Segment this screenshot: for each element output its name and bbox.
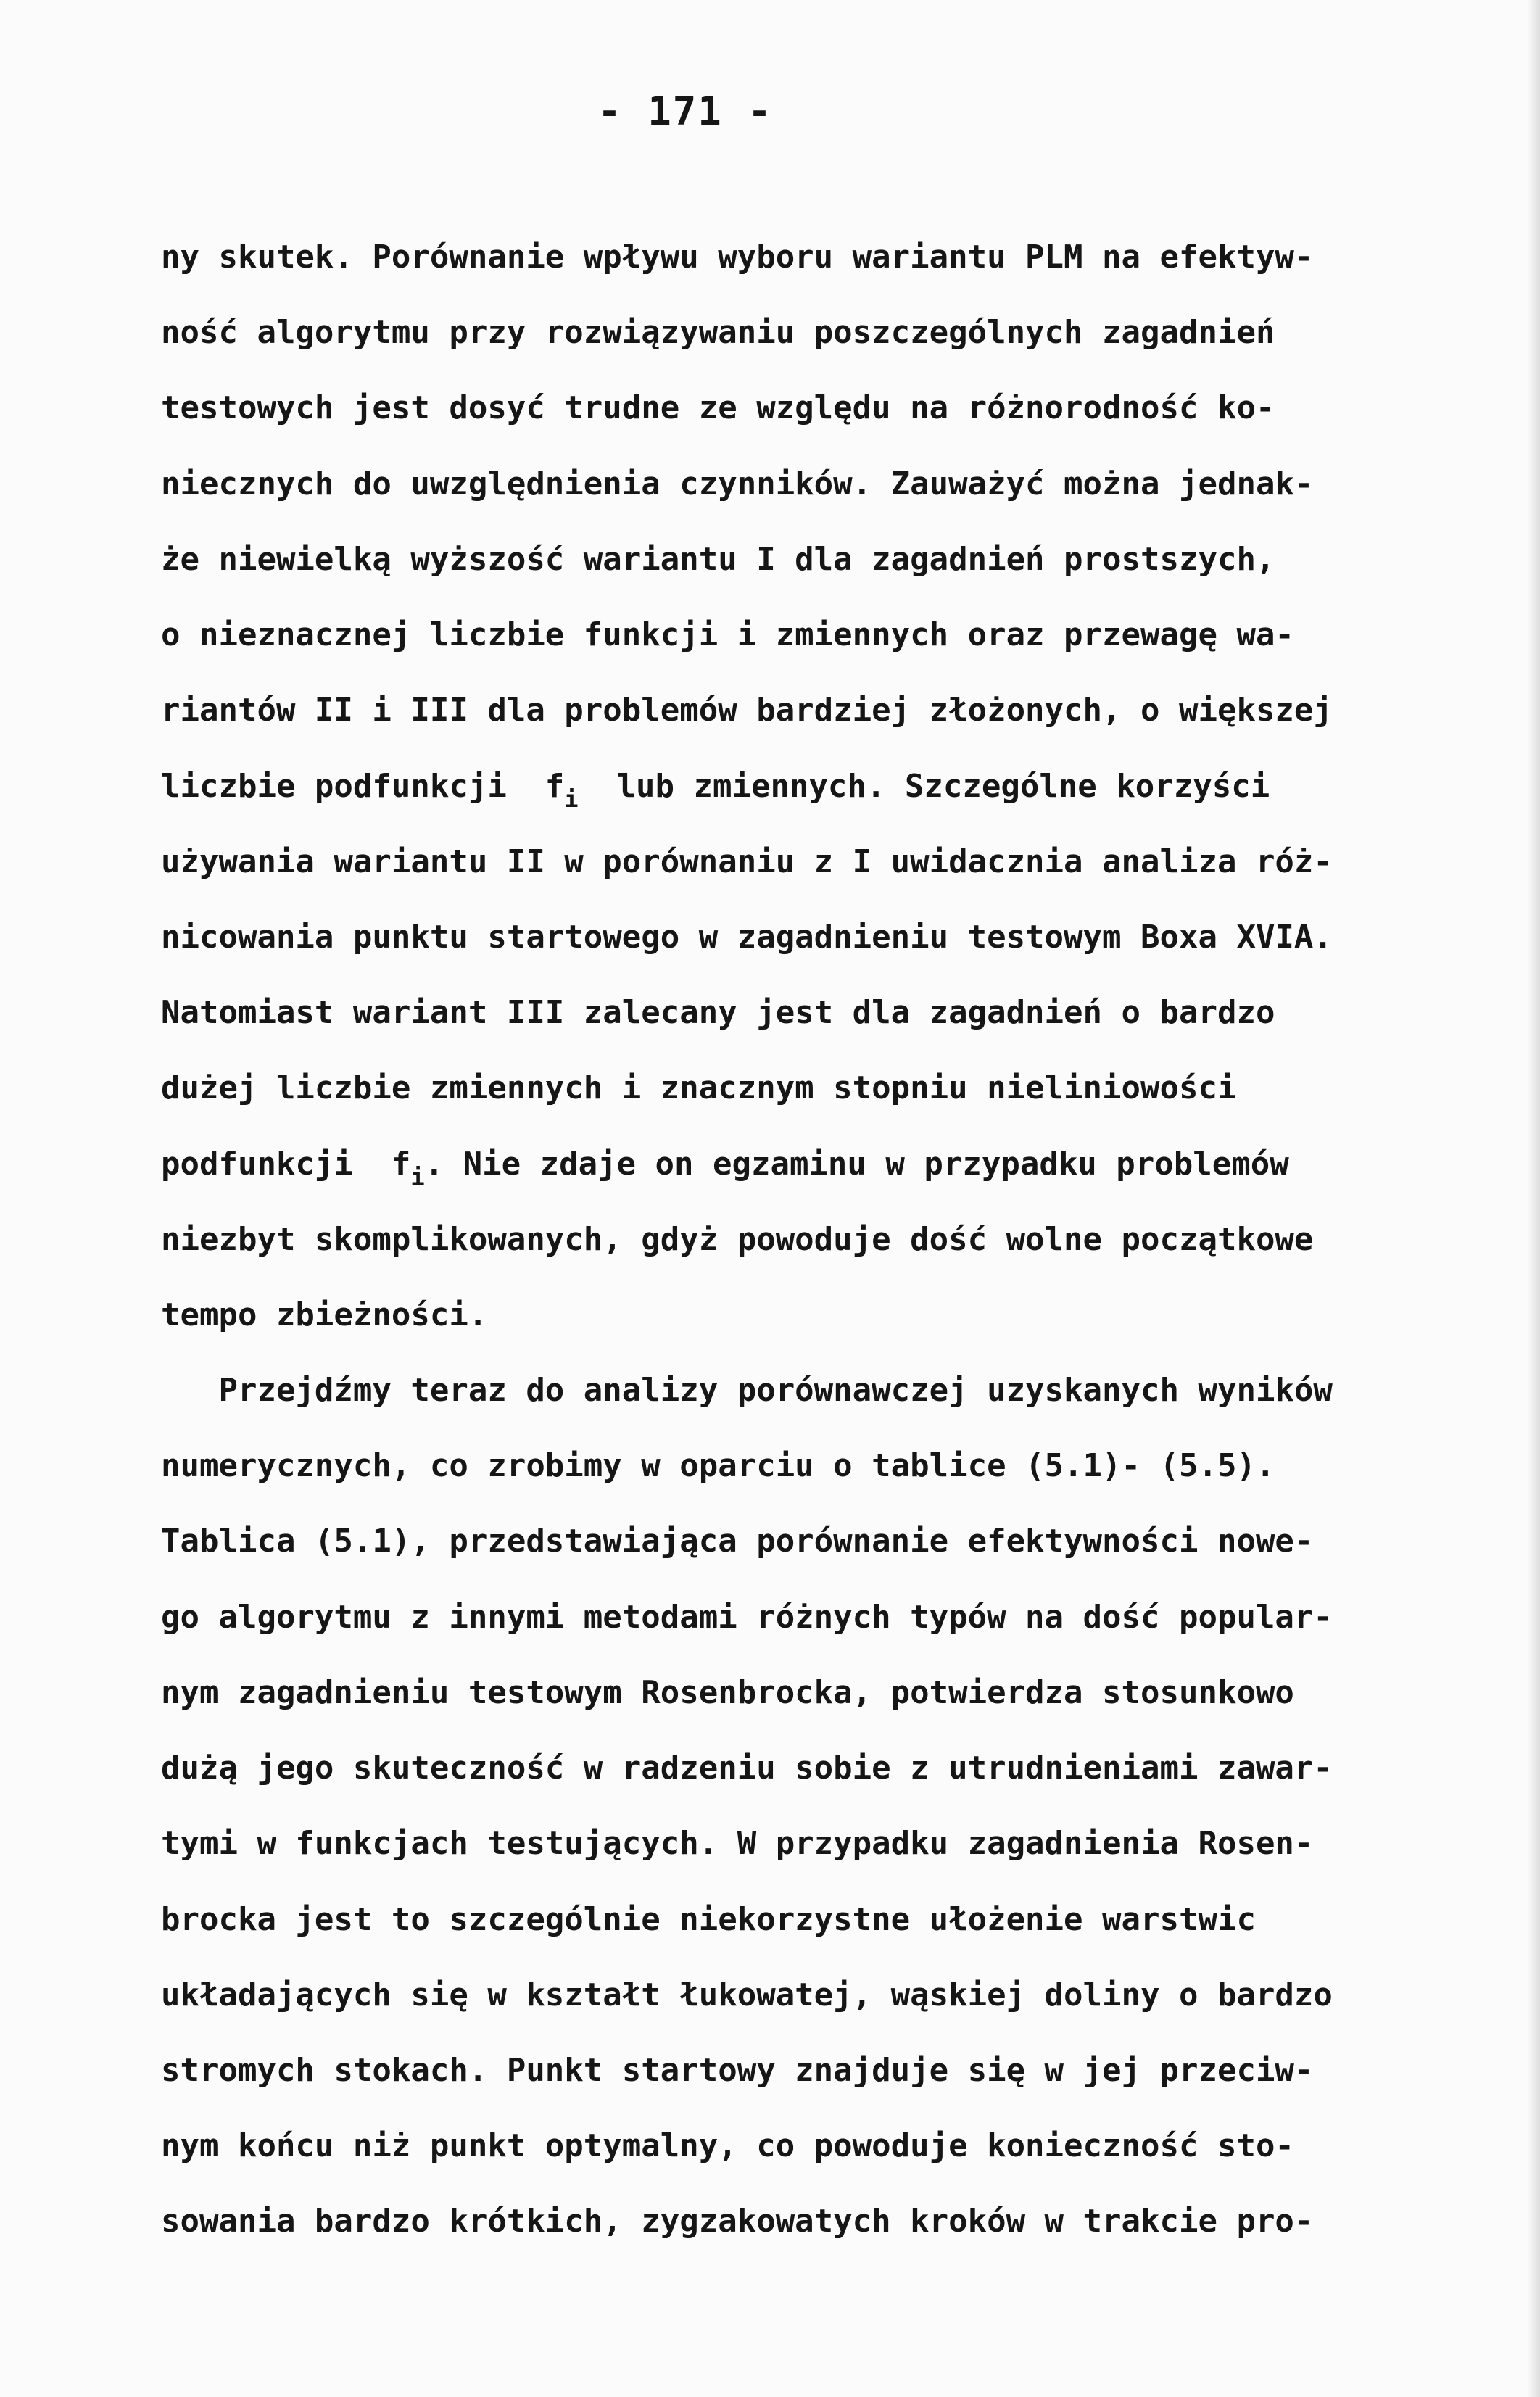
- text-line: numerycznych, co zrobimy w oparciu o tablice (5.1)- (5.5).: [161, 1447, 1275, 1484]
- subscript-i: i: [564, 785, 579, 813]
- text-line: układających się w kształt łukowatej, wąskiej doliny o bardzo: [161, 1976, 1333, 2013]
- text-line: dużą jego skuteczność w radzeniu sobie z utrudnieniami zawar-: [161, 1750, 1333, 1787]
- text-line-with-subscript: [161, 768, 1270, 813]
- text-line: nym zagadnieniu testowym Rosenbrocka, potwierdza stosunkowo: [161, 1674, 1294, 1711]
- text-segment: lub zmiennych. Szczególne korzyści: [578, 768, 1270, 805]
- text-line: dużej liczbie zmiennych i znacznym stopniu nieliniowości: [161, 1069, 1237, 1106]
- text-line: ny skutek. Porównanie wpływu wyboru wariantu PLM na efektyw-: [161, 239, 1314, 276]
- text-segment: liczbie podfunkcji f: [161, 768, 565, 805]
- text-line: ność algorytmu przy rozwiązywaniu poszczególnych zagadnień: [161, 314, 1275, 351]
- text-line: używania wariantu II w porównaniu z I uwidacznia analiza róż-: [161, 843, 1333, 880]
- text-line: Tablica (5.1), przedstawiająca porównanie efektywności nowe-: [161, 1523, 1314, 1560]
- text-line: stromych stokach. Punkt startowy znajduje się w jej przeciw-: [161, 2052, 1314, 2089]
- text-line: go algorytmu z innymi metodami różnych typów na dość popular-: [161, 1599, 1333, 1636]
- text-line: niecznych do uwzględnienia czynników. Zauważyć można jednak-: [161, 465, 1314, 502]
- page-number: - 171 -: [597, 88, 773, 134]
- text-line: niezbyt skomplikowanych, gdyż powoduje dość wolne początkowe: [161, 1221, 1314, 1258]
- text-line: Przejdźmy teraz do analizy porównawczej uzyskanych wyników: [161, 1372, 1333, 1409]
- text-line: Natomiast wariant III zalecany jest dla zagadnień o bardzo: [161, 994, 1275, 1031]
- text-segment: . Nie zdaje on egzaminu w przypadku problemów: [424, 1146, 1289, 1183]
- text-line: testowych jest dosyć trudne ze względu na różnorodność ko-: [161, 389, 1275, 426]
- text-line: riantów II i III dla problemów bardziej złożonych, o większej: [161, 692, 1333, 729]
- text-line: tempo zbieżności.: [161, 1296, 488, 1333]
- subscript-i: i: [410, 1163, 425, 1191]
- text-line: tymi w funkcjach testujących. W przypadku zagadnienia Rosen-: [161, 1825, 1314, 1862]
- text-line: nicowania punktu startowego w zagadnieniu testowym Boxa XVIA.: [161, 919, 1333, 956]
- text-line: sowania bardzo krótkich, zygzakowatych kroków w trakcie pro-: [161, 2203, 1314, 2240]
- text-line: brocka jest to szczególnie niekorzystne ułożenie warstwic: [161, 1901, 1256, 1938]
- text-line: o nieznacznej liczbie funkcji i zmiennych oraz przewagę wa-: [161, 616, 1294, 653]
- scan-edge-shadow: [1527, 0, 1540, 2397]
- text-line-with-subscript: [161, 1146, 1289, 1191]
- text-line: że niewielką wyższość wariantu I dla zagadnień prostszych,: [161, 541, 1275, 578]
- text-segment: podfunkcji f: [161, 1146, 411, 1183]
- text-line: nym końcu niż punkt optymalny, co powoduje konieczność sto-: [161, 2127, 1294, 2164]
